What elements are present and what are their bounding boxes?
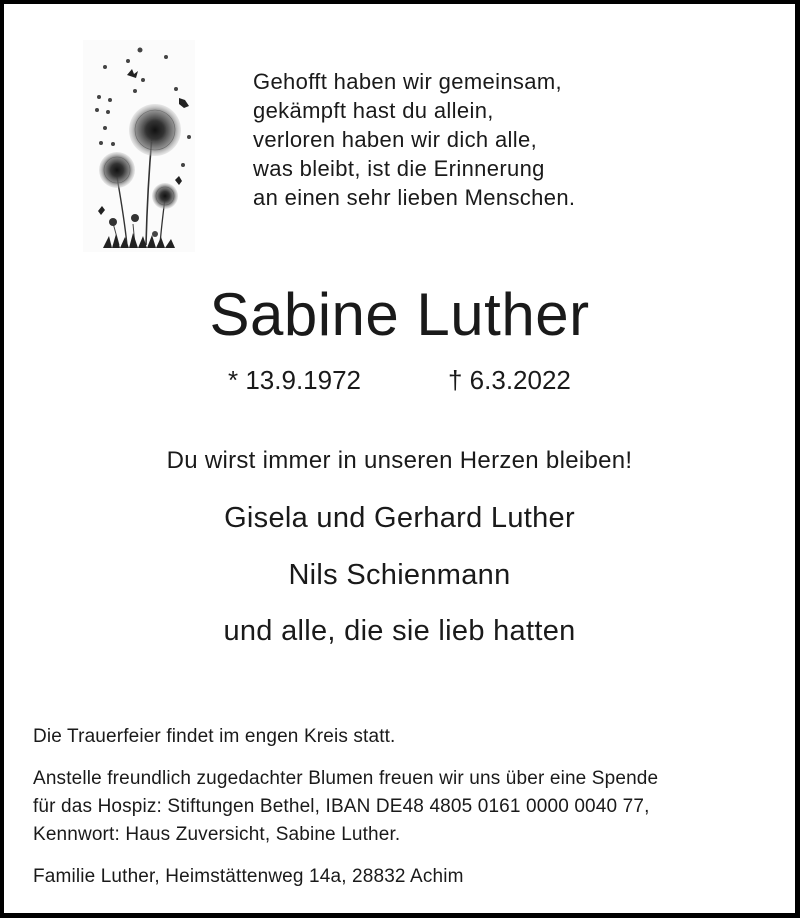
birth-date: * 13.9.1972: [228, 365, 362, 395]
obituary-notice: [4, 4, 795, 913]
poem-line: verloren haben wir dich alle,: [253, 127, 538, 152]
footer-notes: [33, 723, 658, 905]
motto: Du wirst immer in unseren Herzen bleiben!: [166, 447, 633, 474]
mourner-line: Gisela und Gerhard Luther: [224, 502, 575, 534]
poem: [253, 67, 575, 212]
mourner-line: Nils Schienmann: [288, 559, 511, 591]
poem-line: an einen sehr lieben Menschen.: [253, 185, 576, 210]
poem-line: was bleibt, ist die Erinnerung: [253, 156, 545, 181]
donation-line: Anstelle freundlich zugedachter Blumen freuen wir uns über eine Spende: [33, 768, 659, 789]
poem-line: Gehofft haben wir gemeinsam,: [253, 69, 563, 94]
family-address: Familie Luther, Heimstättenweg 14a, 28832 Achim: [33, 866, 464, 887]
deceased-name: Sabine Luther: [209, 281, 590, 348]
poem-line: gekämpft hast du allein,: [253, 98, 494, 123]
donation-line: für das Hospiz: Stiftungen Bethel, IBAN DE48 4805 0161 0000 0040 77,: [33, 796, 650, 817]
death-date: † 6.3.2022: [448, 365, 571, 395]
mourner-line: und alle, die sie lieb hatten: [223, 615, 576, 647]
donation-line: Kennwort: Haus Zuversicht, Sabine Luther.: [33, 824, 401, 845]
donation-note: [33, 765, 658, 849]
ceremony-note: Die Trauerfeier findet im engen Kreis statt.: [33, 726, 396, 747]
dandelion-butterflies-icon: [83, 40, 195, 252]
